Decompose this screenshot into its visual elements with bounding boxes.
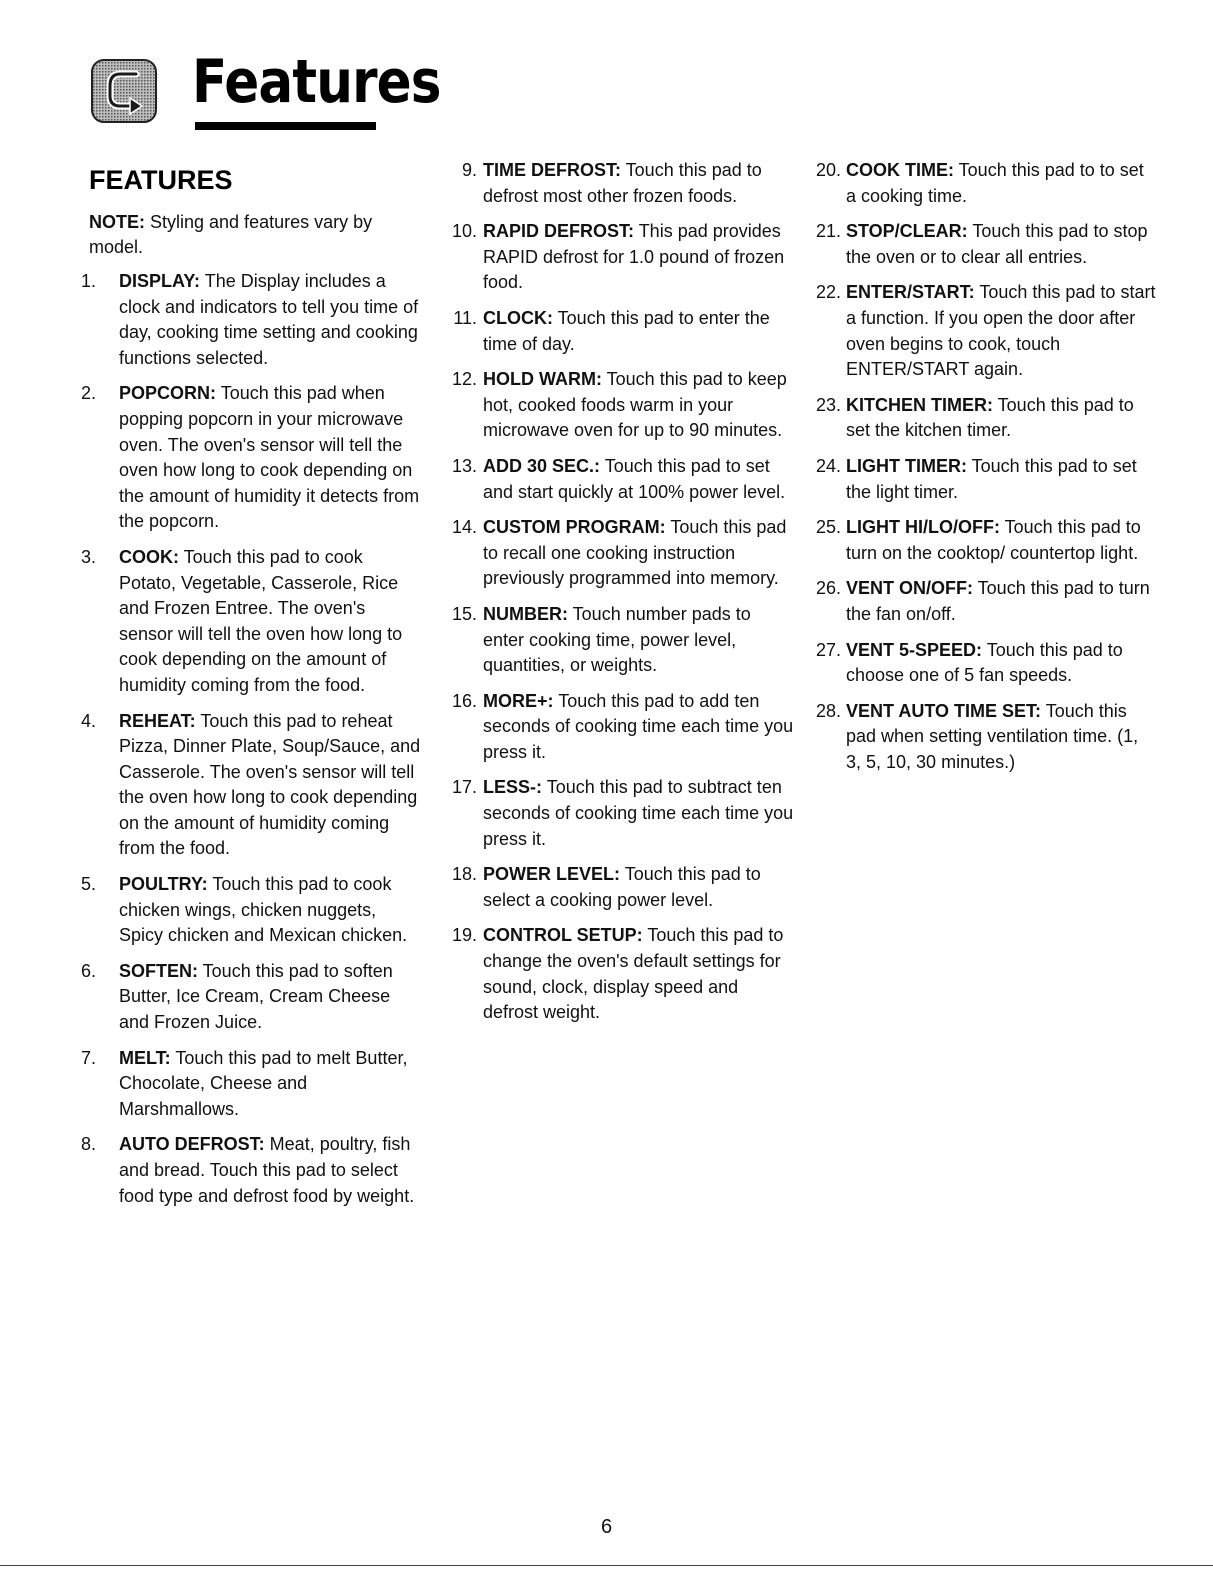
item-text: Touch this pad to set and start quickly at 100% power level. [483, 455, 786, 502]
item-text: Touch this pad to subtract ten seconds of cooking time each time you press it. [483, 777, 794, 849]
footer-divider [0, 1565, 1213, 1566]
item-number: 17. [451, 777, 477, 798]
item-text: Touch this pad when setting ventilation time. (1, 3, 5, 10, 30 minutes.) [846, 700, 1139, 772]
item-number: 6. [80, 960, 96, 981]
list-item [450, 219, 795, 296]
item-text: Touch number pads to enter cooking time, power level, quantities, or weights. [483, 603, 751, 676]
column-middle [450, 158, 795, 1036]
item-term: LESS-: [483, 777, 543, 798]
item-text: Touch this pad to turn on the cooktop/ countertop light. [846, 517, 1141, 563]
column-left [80, 158, 424, 1219]
item-number: 5. [80, 874, 96, 895]
item-term: RAPID DEFROST: [483, 221, 635, 242]
page-title: Features [192, 47, 441, 117]
item-term: SOFTEN: [119, 960, 198, 981]
item-text: Touch this pad to keep hot, cooked foods warm in your microwave oven for up to 90 minutes. [483, 369, 787, 441]
item-term: MELT: [119, 1047, 171, 1068]
item-number: 8. [80, 1134, 96, 1155]
item-term: MORE+: [483, 690, 554, 711]
item-term: ENTER/START: [846, 282, 975, 303]
list-item [80, 1046, 424, 1123]
item-term: NUMBER: [483, 603, 568, 624]
list-item [450, 515, 795, 592]
list-item [80, 872, 424, 949]
column-right [812, 158, 1157, 785]
list-item [80, 709, 424, 863]
item-number: 16. [451, 690, 477, 711]
item-number: 20. [815, 160, 841, 180]
item-number: 7. [80, 1047, 96, 1068]
item-term: DISPLAY: [119, 271, 201, 291]
item-text: Touch this pad to defrost most other frozen foods. [483, 160, 762, 206]
item-term: LIGHT HI/LO/OFF: [846, 517, 1000, 538]
item-text: Touch this pad to choose one of 5 fan speeds. [846, 639, 1123, 686]
list-item [450, 158, 795, 209]
item-number: 14. [451, 517, 477, 538]
item-number: 19. [451, 925, 477, 946]
item-number: 26. [815, 578, 841, 599]
list-item [812, 158, 1157, 209]
item-term: HOLD WARM: [483, 369, 602, 390]
item-number: 15. [451, 603, 477, 624]
list-item [80, 545, 424, 699]
item-term: TIME DEFROST: [483, 160, 621, 180]
item-number: 27. [815, 639, 841, 660]
list-item [80, 381, 424, 535]
feature-list-left [80, 269, 424, 1209]
item-number: 22. [815, 282, 841, 303]
item-term: LIGHT TIMER: [846, 455, 967, 476]
item-text: Touch this pad to turn the fan on/off. [846, 578, 1150, 624]
item-text: Touch this pad to reheat Pizza, Dinner Plate, Soup/Sauce, and Casserole. The oven's sensor will tell the oven how long to cook depending on the amount of humidity coming from the food. [119, 710, 421, 859]
item-text: Touch this pad to add ten seconds of cooking time each time you press it. [483, 690, 794, 762]
item-text: Touch this pad to select a cooking power level. [483, 864, 761, 910]
item-term: VENT 5-SPEED: [846, 639, 983, 660]
item-number: 1. [80, 271, 96, 291]
item-term: VENT ON/OFF: [846, 578, 973, 599]
item-number: 12. [451, 369, 477, 390]
item-term: CONTROL SETUP: [483, 925, 643, 946]
item-text: Touch this pad to enter the time of day. [483, 307, 770, 354]
list-item [812, 638, 1157, 689]
list-item [450, 367, 795, 444]
list-item [80, 959, 424, 1036]
item-text: Touch this pad to melt Butter, Chocolate, Cheese and Marshmallows. [119, 1047, 408, 1119]
note-paragraph [89, 210, 424, 259]
item-text: Touch this pad to start a function. If you open the door after oven begins to cook, touch ENTER/START again. [846, 282, 1156, 380]
item-number: 4. [80, 710, 96, 731]
item-term: COOK: [119, 546, 179, 567]
feature-list-middle [450, 158, 795, 1026]
item-text: Meat, poultry, fish and bread. Touch this pad to select food type and defrost food by weight. [119, 1134, 415, 1206]
item-text: The Display includes a clock and indicators to tell you time of day, cooking time setting and cooking functions selected. [119, 271, 419, 368]
item-term: REHEAT: [119, 710, 196, 731]
item-number: 10. [451, 221, 477, 242]
item-term: POPCORN: [119, 383, 217, 404]
item-text: Touch this pad to stop the oven or to clear all entries. [846, 221, 1148, 267]
item-term: CUSTOM PROGRAM: [483, 517, 666, 538]
item-term: COOK TIME: [846, 160, 954, 180]
note-text: Styling and features vary by model. [89, 212, 373, 257]
item-text: This pad provides RAPID defrost for 1.0 pound of frozen food. [483, 221, 785, 293]
list-item [812, 280, 1157, 382]
item-number: 21. [815, 221, 841, 242]
item-text: Touch this pad when popping popcorn in your microwave oven. The oven's sensor will tell the oven how long to cook depending on the amount of humidity it detects from the popcorn. [119, 383, 420, 532]
list-item [80, 269, 424, 371]
item-term: ADD 30 SEC.: [483, 455, 601, 476]
item-term: POWER LEVEL: [483, 864, 621, 885]
list-item [450, 602, 795, 679]
page-number: 6 [600, 1516, 613, 1538]
item-text: Touch this pad to cook chicken wings, chicken nuggets, Spicy chicken and Mexican chicken. [119, 874, 408, 946]
features-logo-icon [90, 56, 160, 126]
item-number: 23. [815, 394, 841, 415]
item-number: 13. [451, 455, 477, 476]
title-underline [195, 122, 376, 130]
list-item [812, 576, 1157, 627]
list-item [80, 1132, 424, 1209]
item-number: 24. [815, 455, 841, 476]
list-item [812, 393, 1157, 444]
item-text: Touch this pad to change the oven's default settings for sound, clock, display speed and defrost weight. [483, 925, 784, 1023]
list-item [812, 699, 1157, 776]
item-number: 25. [815, 517, 841, 538]
list-item [450, 923, 795, 1025]
feature-list-right [812, 158, 1157, 775]
item-term: VENT AUTO TIME SET: [846, 700, 1042, 721]
item-number: 3. [80, 546, 96, 567]
list-item [450, 775, 795, 852]
item-text: Touch this pad to to set a cooking time. [846, 160, 1144, 206]
item-number: 11. [453, 307, 477, 328]
item-term: STOP/CLEAR: [846, 221, 968, 242]
item-text: Touch this pad to cook Potato, Vegetable, Casserole, Rice and Frozen Entree. The oven's sensor will tell the oven how long to cook depending on the amount of humidity coming from the food. [119, 546, 403, 695]
item-text: Touch this pad to set the kitchen timer. [846, 394, 1134, 441]
item-term: KITCHEN TIMER: [846, 394, 993, 415]
list-item [450, 862, 795, 913]
list-item [812, 515, 1157, 566]
item-term: CLOCK: [483, 307, 553, 328]
item-text: Touch this pad to soften Butter, Ice Cream, Cream Cheese and Frozen Juice. [119, 960, 393, 1033]
item-number: 9. [461, 160, 477, 180]
section-heading: FEATURES [89, 165, 233, 195]
item-term: AUTO DEFROST: [119, 1134, 265, 1155]
list-item [450, 454, 795, 505]
note-label: NOTE: [89, 212, 145, 232]
item-term: POULTRY: [119, 874, 208, 895]
item-text: Touch this pad to recall one cooking instruction previously programmed into memory. [483, 517, 787, 589]
list-item [450, 306, 795, 357]
list-item [812, 454, 1157, 505]
item-number: 28. [815, 700, 841, 721]
list-item [450, 689, 795, 766]
item-number: 2. [80, 383, 96, 404]
list-item [812, 219, 1157, 270]
item-text: Touch this pad to set the light timer. [846, 455, 1137, 502]
item-number: 18. [451, 864, 477, 885]
